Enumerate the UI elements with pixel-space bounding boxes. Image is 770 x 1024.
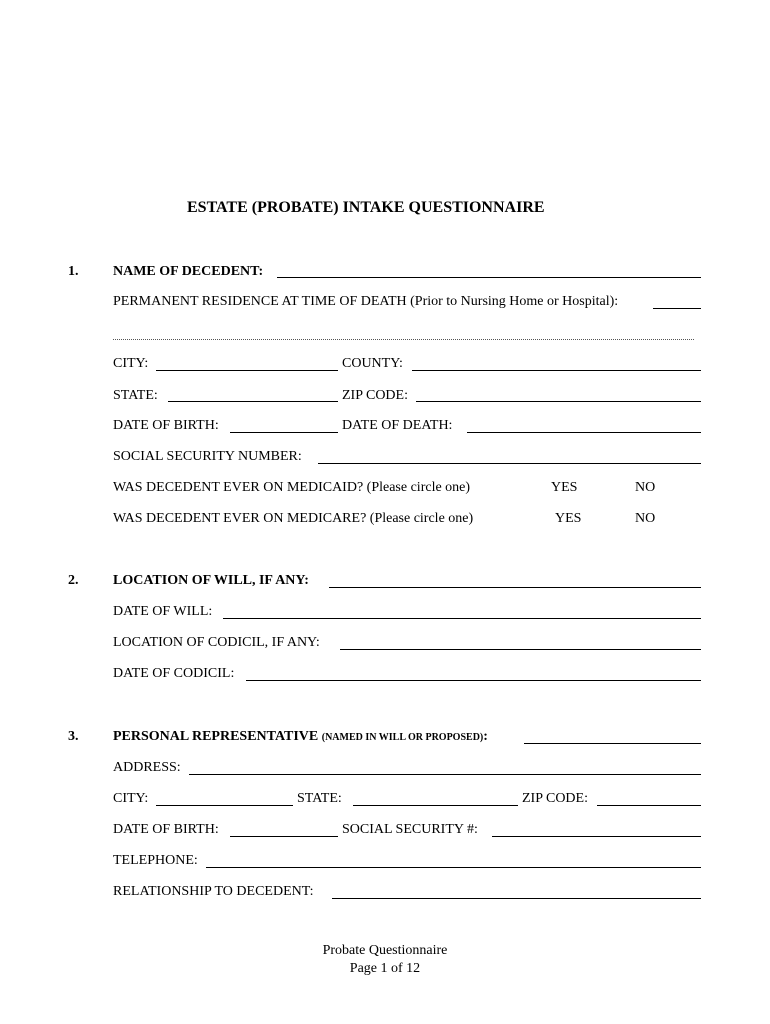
footer-doc-name: Probate Questionnaire	[322, 943, 448, 958]
decedent-county-label: COUNTY:	[342, 356, 403, 371]
rep-ssn-label: SOCIAL SECURITY #:	[342, 822, 478, 837]
decedent-city-field[interactable]	[156, 370, 338, 371]
rep-address-label: ADDRESS:	[113, 760, 181, 775]
decedent-name-label: NAME OF DECEDENT:	[113, 264, 264, 279]
decedent-city-label: CITY:	[113, 356, 149, 371]
codicil-location-label: LOCATION OF CODICIL, IF ANY:	[113, 635, 320, 650]
rep-heading	[113, 729, 488, 745]
residence-field-start[interactable]	[653, 308, 701, 309]
section-2-number: 2.	[68, 573, 79, 588]
decedent-dob-label: DATE OF BIRTH:	[113, 418, 219, 433]
decedent-name-field[interactable]	[277, 277, 701, 278]
rep-relationship-field[interactable]	[332, 898, 701, 899]
rep-address-field[interactable]	[189, 774, 701, 775]
decedent-ssn-label: SOCIAL SECURITY NUMBER:	[113, 449, 302, 464]
rep-state-label: STATE:	[297, 791, 342, 806]
residence-field-line[interactable]	[113, 339, 694, 340]
decedent-zip-field[interactable]	[416, 401, 701, 402]
medicare-yes-option[interactable]: YES	[555, 511, 582, 526]
rep-dob-label: DATE OF BIRTH:	[113, 822, 219, 837]
medicaid-yes-option[interactable]: YES	[551, 480, 578, 495]
decedent-state-label: STATE:	[113, 388, 158, 403]
rep-city-label: CITY:	[113, 791, 149, 806]
rep-telephone-label: TELEPHONE:	[113, 853, 198, 868]
rep-city-field[interactable]	[156, 805, 293, 806]
decedent-state-field[interactable]	[168, 401, 338, 402]
rep-label: PERSONAL REPRESENTATIVE	[113, 729, 319, 744]
decedent-dod-field[interactable]	[467, 432, 701, 433]
rep-name-field[interactable]	[524, 743, 701, 744]
codicil-location-field[interactable]	[340, 649, 701, 650]
decedent-zip-label: ZIP CODE:	[342, 388, 408, 403]
medicare-question: WAS DECEDENT EVER ON MEDICARE? (Please circle one)	[113, 511, 474, 526]
medicaid-no-option[interactable]: NO	[635, 480, 656, 495]
decedent-dob-field[interactable]	[230, 432, 338, 433]
will-location-field[interactable]	[329, 587, 701, 588]
rep-note: (NAMED IN WILL OR PROPOSED)	[321, 732, 484, 743]
decedent-ssn-field[interactable]	[318, 463, 701, 464]
will-date-field[interactable]	[223, 618, 701, 619]
residence-label: PERMANENT RESIDENCE AT TIME OF DEATH (Prior to Nursing Home or Hospital):	[113, 294, 619, 309]
rep-zip-label: ZIP CODE:	[522, 791, 588, 806]
codicil-date-label: DATE OF CODICIL:	[113, 666, 235, 681]
rep-relationship-label: RELATIONSHIP TO DECEDENT:	[113, 884, 314, 899]
will-location-label: LOCATION OF WILL, IF ANY:	[113, 573, 309, 588]
rep-zip-field[interactable]	[597, 805, 701, 806]
footer-page-number: Page 1 of 12	[349, 961, 421, 976]
medicaid-question: WAS DECEDENT EVER ON MEDICAID? (Please circle one)	[113, 480, 471, 495]
will-date-label: DATE OF WILL:	[113, 604, 213, 619]
medicare-no-option[interactable]: NO	[635, 511, 656, 526]
section-3-number: 3.	[68, 729, 79, 744]
rep-dob-field[interactable]	[230, 836, 338, 837]
decedent-county-field[interactable]	[412, 370, 701, 371]
codicil-date-field[interactable]	[246, 680, 701, 681]
rep-colon: :	[483, 729, 488, 744]
decedent-dod-label: DATE OF DEATH:	[342, 418, 453, 433]
page-title: ESTATE (PROBATE) INTAKE QUESTIONNAIRE	[187, 199, 545, 216]
rep-state-field[interactable]	[353, 805, 518, 806]
rep-telephone-field[interactable]	[206, 867, 701, 868]
section-1-number: 1.	[68, 264, 79, 279]
rep-ssn-field[interactable]	[492, 836, 701, 837]
